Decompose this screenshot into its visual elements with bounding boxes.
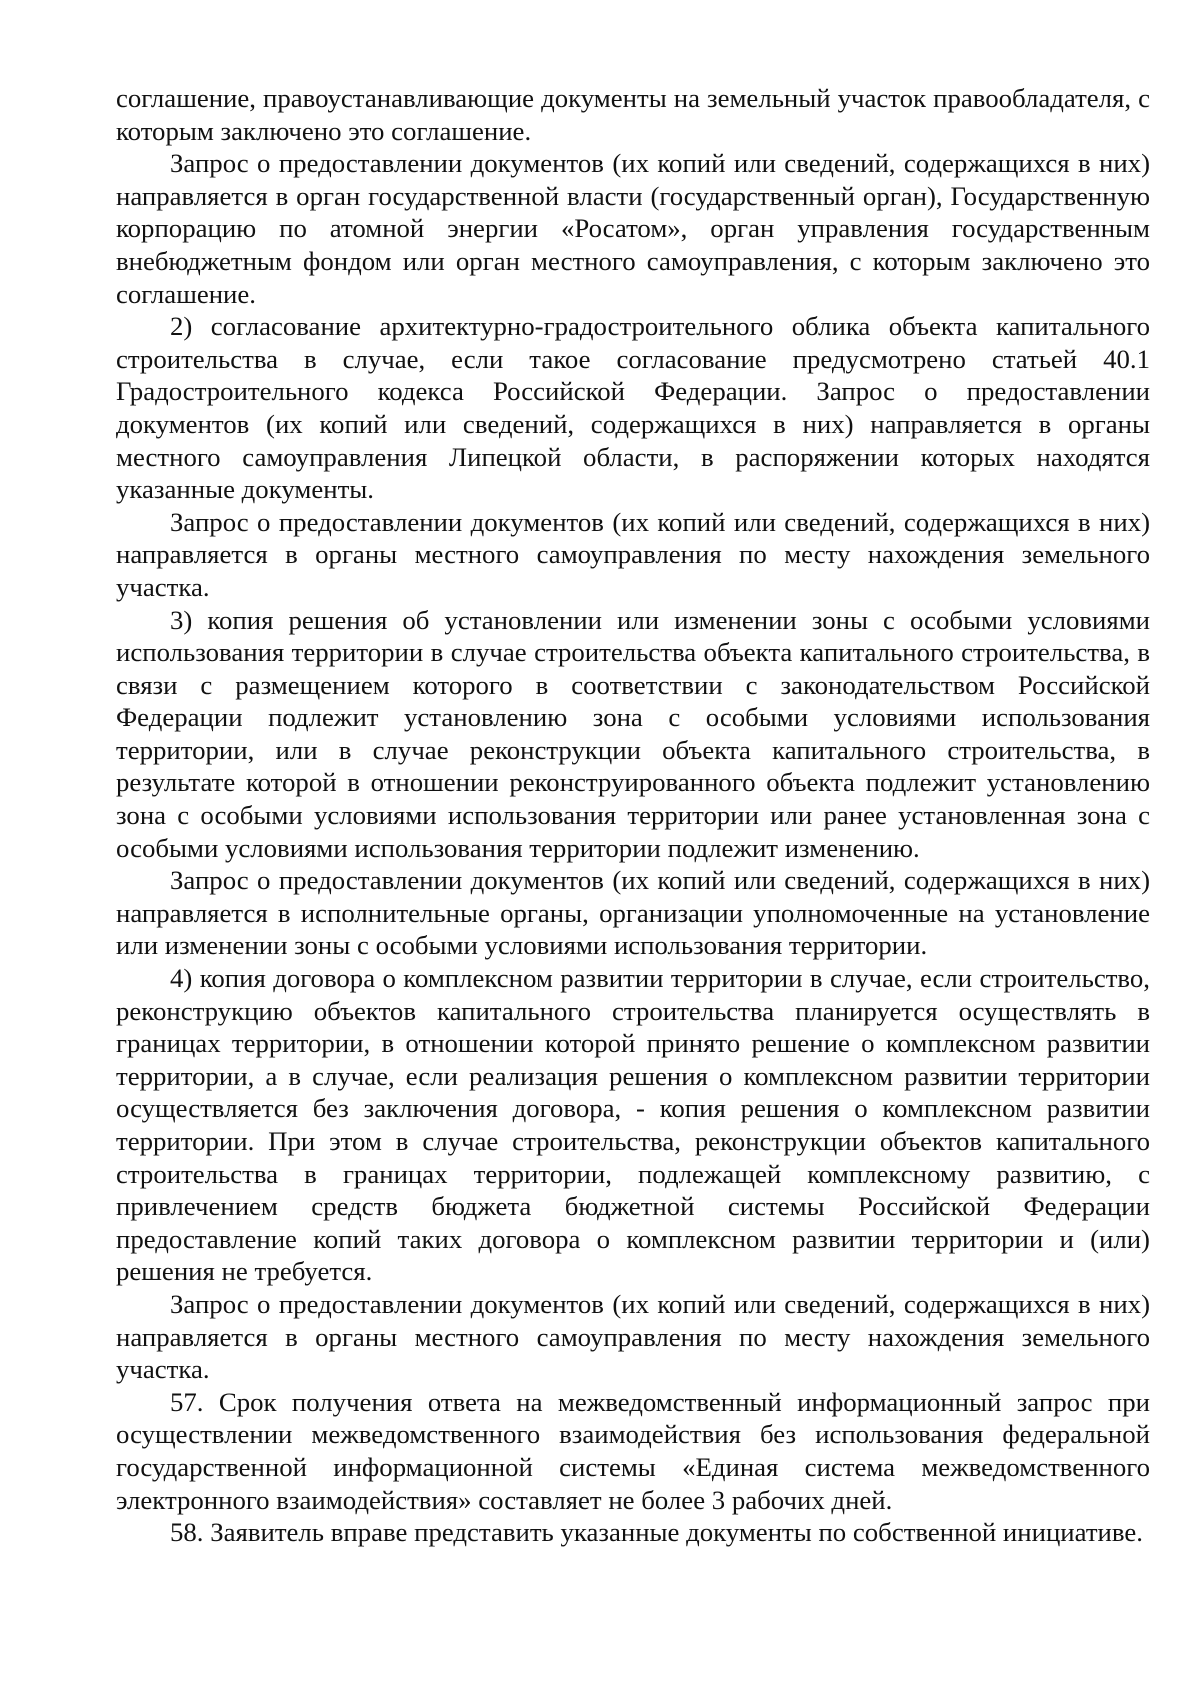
paragraph-continuation: соглашение, правоустанавливающие документы на земельный участок правообладателя, с которым заключено это соглашение. [116,83,1150,146]
paragraph-clause-57: 57. Срок получения ответа на межведомственный информационный запрос при осуществлении межведомственного взаимодействия без использования федеральной государственной информационной системы «Единая система межведомственного электронного взаимодействия» составляет не более 3 рабочих дней. [116,1386,1150,1515]
paragraph-item-4: 4) копия договора о комплексном развитии территории в случае, если строительство, реконструкцию объектов капитального строительства планируется осуществлять в границах территории, в отношении которой принято решение о комплексном развитии территории, а в случае, если реализация решения о комплексном развитии территории осуществляется без заключения договора, - копия решения о комплексном развитии территории. При этом в случае строительства, реконструкции объектов капитального строительства в границах территории, подлежащей комплексному развитию, с привлечением средств бюджета бюджетной системы Российской Федерации предоставление копий таких договора о комплексном развитии территории и (или) решения не требуется. [116,963,1150,1287]
paragraph-request-item-4: Запрос о предоставлении документов (их копий или сведений, содержащихся в них) направляется в органы местного самоуправления по месту нахождения земельного участка. [116,1288,1150,1385]
document-page [116,82,1150,1549]
paragraph-item-3: 3) копия решения об установлении или изменении зоны с особыми условиями использования территории в случае строительства объекта капитального строительства, в связи с размещением которого в соответствии с законодательством Российской Федерации подлежит установлению зона с особыми условиями использования территории, или в случае реконструкции объекта капитального строительства, в результате которой в отношении реконструированного объекта подлежит установлению зона с особыми условиями использования территории или ранее установленная зона с особыми условиями использования территории подлежит изменению. [116,604,1150,863]
paragraph-clause-58: 58. Заявитель вправе представить указанные документы по собственной инициативе. [170,1517,1143,1548]
paragraph-request-agreement: Запрос о предоставлении документов (их копий или сведений, содержащихся в них) направляется в орган государственной власти (государственный орган), Государственную корпорацию по атомной энергии «Росатом», орган управления государственным внебюджетным фондом или орган местного самоуправления, с которым заключено это соглашение. [116,148,1150,309]
paragraph-request-item-3: Запрос о предоставлении документов (их копий или сведений, содержащихся в них) направляется в исполнительные органы, организации уполномоченные на установление или изменении зоны с особыми условиями использования территории. [116,865,1150,961]
paragraph-item-2: 2) согласование архитектурно-градостроительного облика объекта капитального строительства в случае, если такое согласование предусмотрено статьей 40.1 Градостроительного кодекса Российской Федерации. Запрос о предоставлении документов (их копий или сведений, содержащихся в них) направляется в органы местного самоуправления Липецкой области, в распоряжении которых находятся указанные документы. [116,311,1150,505]
paragraph-request-item-2: Запрос о предоставлении документов (их копий или сведений, содержащихся в них) направляется в органы местного самоуправления по месту нахождения земельного участка. [116,506,1150,602]
